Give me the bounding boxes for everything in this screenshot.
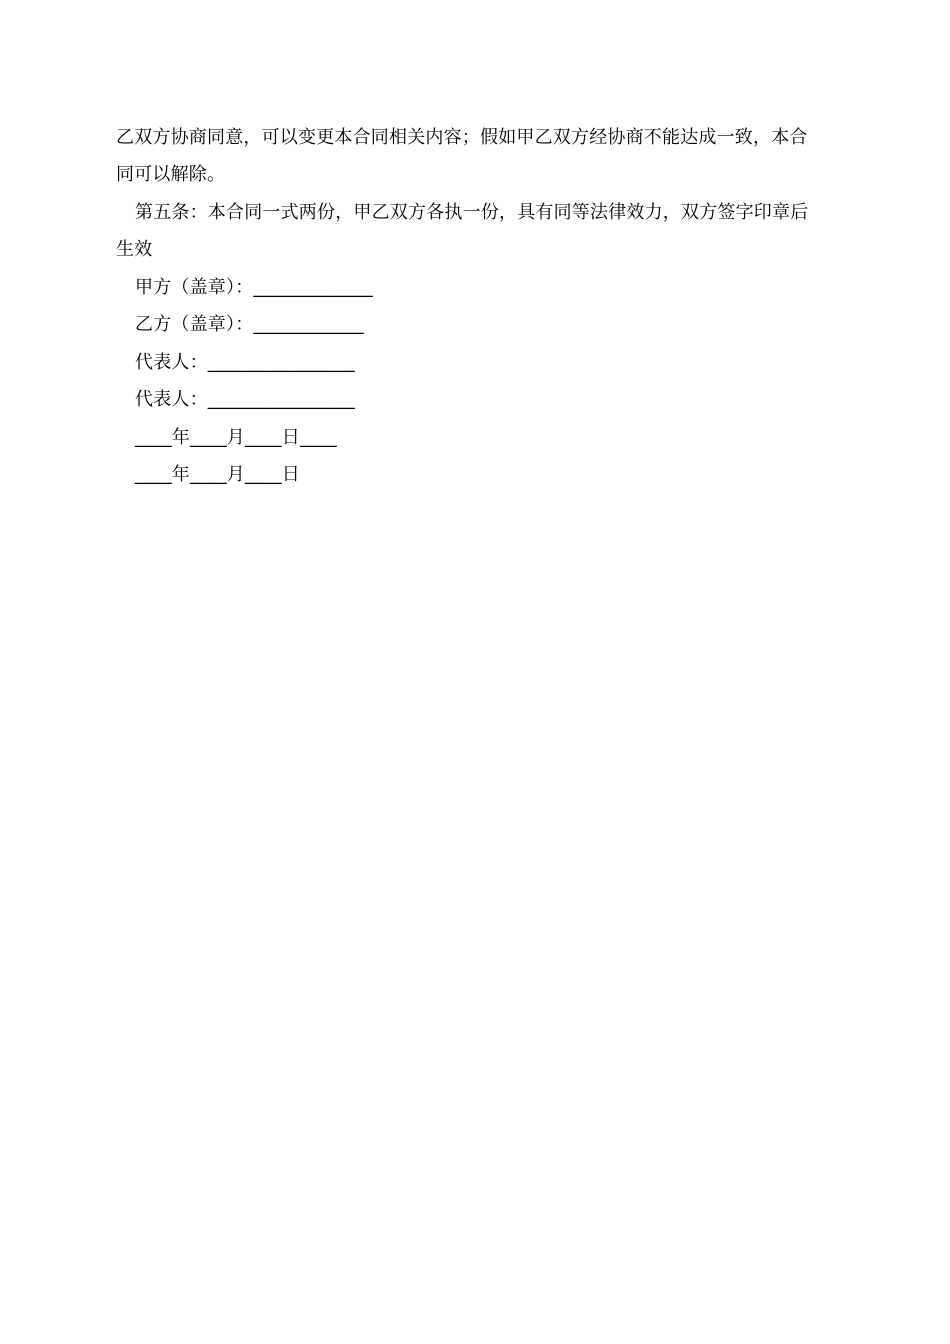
party-a-seal-line: 甲方（盖章）：_____________ — [135, 277, 373, 298]
clause4-line-2: 同可以解除。 — [116, 164, 226, 185]
clause4-line-1: 乙双方协商同意，可以变更本合同相关内容；假如甲乙双方经协商不能达成一致，本合 — [116, 127, 808, 148]
party-b-seal-line: 乙方（盖章）：____________ — [135, 314, 364, 335]
representative-b-line: 代表人：________________ — [135, 389, 355, 410]
clause5-line-1: 第五条：本合同一式两份，甲乙双方各执一份，具有同等法律效力，双方签字印章后 — [135, 202, 809, 223]
date-a-line: ____年____月____日____ — [135, 427, 337, 448]
clause5-line-2: 生效 — [116, 239, 153, 260]
representative-a-line: 代表人：________________ — [135, 352, 355, 373]
date-b-line: ____年____月____日 — [135, 464, 300, 485]
